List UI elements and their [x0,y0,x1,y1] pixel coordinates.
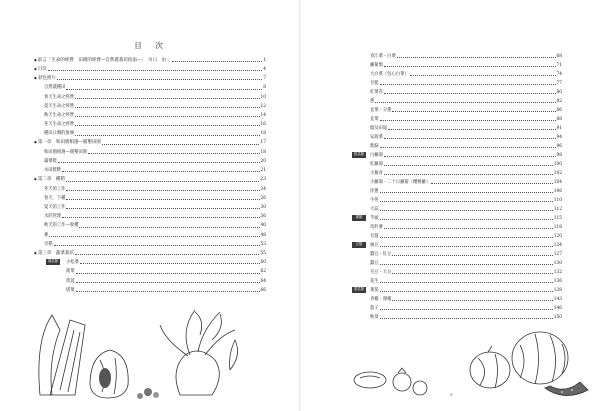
toc-entry [370,232,562,239]
toc-entry [44,194,266,201]
toc-entry-label: 麥 [44,232,49,238]
toc-entry-label: 青椒・甜椒 [370,296,392,302]
toc-entry-label: 夏天生命之經營 [44,103,75,109]
toc-entry-page: 24 [260,186,266,192]
toc-entry [44,111,266,118]
toc-entry [44,240,266,247]
toc-entry [370,79,562,86]
toc-entry-label: 小蕪青 [370,170,383,176]
toc-entry-page: 86 [556,107,562,113]
toc-entry [370,133,562,140]
dot-leader [380,246,553,247]
dot-leader [66,208,259,209]
toc-entry-page: 136 [553,278,562,284]
dot-leader [76,291,260,292]
dot-leader [392,273,552,274]
toc-entry [370,268,562,275]
toc-entry-label: ◆ 第三章 蔬菜栽培 [34,252,74,257]
dot-leader [384,165,553,166]
toc-entry [44,222,266,229]
toc-entry-page: 16 [260,122,266,128]
toc-entry-label: 甘藍 [370,80,379,86]
dot-leader [380,291,553,292]
dot-leader [75,116,259,117]
dot-leader [66,190,259,191]
toc-entry-page: 17 [260,140,266,146]
toc-entry [34,74,266,81]
toc-entry-page: 106 [553,188,562,194]
toc-entry-page: 127 [553,251,562,257]
toc-entry-page: 115 [553,215,562,221]
toc-entry [370,241,562,248]
dot-leader [380,201,553,202]
toc-entry-label: 菠菜 [66,269,75,275]
toc-entry-page: 130 [553,260,562,266]
toc-entry-page: 40 [260,223,266,229]
toc-entry [44,130,266,137]
category-tag: 豆類 [352,242,366,248]
toc-entry-page: 7 [263,75,266,81]
toc-entry [370,160,562,167]
toc-entry [370,259,562,266]
toc-entry-label: 種田日曆的推廣 [44,131,75,137]
toc-entry-label: 安菠菜 [370,134,383,140]
dot-leader [392,111,555,112]
toc-entry-label: 和田園相遇—開墾田園 [44,149,87,155]
toc-entry [370,61,562,68]
dot-leader [375,102,555,103]
toc-entry-label: 茼蒿 [66,278,75,284]
toc-entry [370,187,562,194]
toc-entry-label: 馬鈴薯 [370,224,383,230]
toc-entry-page: 124 [553,242,562,248]
toc-entry-page: 110 [553,197,562,203]
dot-leader [380,84,556,85]
dot-leader [388,129,555,130]
toc-entry [370,97,562,104]
toc-entry [44,203,266,210]
toc-entry-page: 94 [556,134,562,140]
dot-leader [384,174,553,175]
dot-leader [75,98,259,99]
toc-entry [34,56,266,63]
toc-entry [370,88,562,95]
toc-entry-label: 蘿蔔類 [370,62,383,68]
dot-leader [79,227,259,228]
page-title: 目 次 [134,41,166,50]
toc-entry-label: 蠶豆・紅豆 [370,251,392,257]
toc-entry-label: 毛豆・大豆 [370,269,392,275]
toc-entry-page: 100 [553,161,562,167]
dot-leader [54,245,260,246]
toc-entry-page: 10 [260,94,266,100]
dot-leader [75,135,259,136]
toc-entry [370,214,562,221]
right-page [300,0,600,411]
toc-entry-page: 80 [556,89,562,95]
toc-entry-page: 53 [260,241,266,247]
vegetable-sketch-left-icon [30,300,250,400]
toc-entry-page: 1 [263,57,266,63]
toc-entry-page: 55 [260,250,266,256]
toc-entry [370,169,562,176]
dot-leader [380,219,553,220]
toc-entry-page: 68 [556,53,562,59]
dot-leader [392,255,552,256]
toc-entry-page: 77 [556,80,562,86]
toc-entry [44,231,266,238]
toc-entry-label: 番茄 [370,287,379,293]
dot-leader [172,61,262,62]
toc-entry-label: 紅菜苔 [370,89,383,95]
toc-entry [370,295,562,302]
toc-entry-page: 112 [553,206,562,212]
dot-leader [384,93,556,94]
toc-entry [370,223,562,230]
toc-entry-label: 夏天的工作 [44,204,66,210]
toc-entry-page: 104 [553,179,562,185]
toc-entry [34,249,266,256]
toc-entry [66,268,266,275]
dot-leader [380,264,553,265]
toc-entry-page: 150 [553,314,562,320]
dot-leader [66,181,259,182]
toc-entry [44,157,266,164]
toc-entry-label: ◆ 第一章 和田園相遇—開墾田園 [34,141,101,146]
dot-leader [66,89,262,90]
toc-entry-label: 旱稻 [44,241,53,247]
dot-leader [76,282,260,283]
toc-entry-label: 秋天生命之經營 [44,112,75,118]
toc-entry-page: 143 [553,296,562,302]
toc-entry-label: 花生 [370,278,379,284]
toc-entry [370,106,562,113]
toc-entry [44,212,266,219]
toc-entry [66,277,266,284]
toc-entry-page: 120 [553,233,562,239]
toc-entry [44,84,266,91]
toc-entry-page: 88 [556,116,562,122]
dot-leader [76,273,260,274]
dot-leader [384,156,556,157]
dot-leader [48,70,262,71]
toc-entry-page: 36 [260,214,266,220]
dot-leader [384,228,553,229]
toc-entry-page: 82 [556,98,562,104]
dot-leader [384,66,556,67]
toc-entry [370,178,562,185]
dot-leader [49,236,259,237]
toc-entry [44,102,266,109]
toc-entry-label: 紫蘇 [370,143,379,149]
toc-entry-label: 紅蘿蔔 [370,161,383,167]
vegetable-sketch-right-icon [350,310,590,405]
dot-leader [102,144,259,145]
toc-entry-page: 18 [260,149,266,155]
toc-entry-label: 燒及田鼠 [370,125,388,131]
toc-entry-page: 8 [263,85,266,91]
toc-entry [370,286,562,293]
dot-leader [410,75,556,76]
toc-entry-label: 蠶豆 [370,260,379,266]
toc-entry-page: 26 [260,195,266,201]
toc-entry-label: 豌豆 [370,242,379,248]
dot-leader [62,171,259,172]
category-tag: 根菜類 [353,152,365,156]
toc-entry [66,258,266,265]
toc-entry-label: 築菜畦 [44,158,57,164]
toc-entry-label: ◆ 第二章 種稻 [34,178,65,183]
toc-entry [370,70,562,77]
toc-entry-label: 小蘿蔔・二十日蘿蔔（櫻桃蘿） [370,179,431,185]
dot-leader [397,57,556,58]
toc-entry-label: 甘藷 [370,233,379,239]
toc-entry-page: 4 [263,66,266,72]
toc-entry-label: 水的管理 [44,214,62,220]
dot-leader [384,138,556,139]
toc-entry-page: 20 [260,158,266,164]
dot-leader [57,79,262,80]
toc-entry-label: 大蒜 [370,206,379,212]
toc-entry-label: 冬天的工作 [44,186,66,192]
toc-entry-label: 洋蔥 [370,188,379,194]
toc-entry-label: 韭菜 [370,116,379,122]
toc-entry-label: 春天生命之經營 [44,94,75,100]
toc-entry-label: 芋頭 [370,215,379,221]
toc-entry-label: 蔥 [370,98,375,104]
toc-entry [44,148,266,155]
category-tag: 薯類 [352,215,366,221]
dot-leader [66,199,259,200]
toc-entry-label: 小松菜 [66,260,79,266]
toc-entry-page: 66 [260,287,266,293]
dot-leader [431,183,553,184]
toc-entry-label: 冬天生命之經營 [44,122,75,128]
toc-entry [44,185,266,192]
toc-entry-page: 98 [556,152,562,158]
dot-leader [380,237,553,238]
toc-entry-page: 96 [556,143,562,149]
toc-entry-label: 牛蒡 [370,197,379,203]
toc-entry-page: 12 [260,103,266,109]
toc-entry [370,277,562,284]
toc-entry-page: 102 [553,170,562,176]
toc-entry [370,52,562,59]
dot-leader [380,147,556,148]
toc-entry [44,166,266,173]
toc-entry-label: 秋葵 [370,314,379,320]
toc-entry [34,139,266,146]
toc-entry-label: 塔菜 [66,287,75,293]
toc-entry-label: ◆ 目次 [34,68,47,73]
toc-entry-label: 韭菜・分蔥 [370,107,392,113]
toc-entry-page: 91 [556,125,562,131]
toc-entry [370,205,562,212]
toc-entry-page: 64 [260,278,266,284]
toc-entry-page: 62 [260,269,266,275]
toc-entry [370,250,562,257]
toc-entry-page: 18 [260,131,266,137]
toc-entry [66,286,266,293]
toc-entry-label: ◆ 彩色照片 [34,77,56,82]
toc-entry-page: 138 [553,287,562,293]
toc-entry [34,176,266,183]
toc-entry [34,65,266,72]
toc-entry-page: 146 [553,305,562,311]
toc-entry-label: 秋天的工作—收穫 [44,223,79,229]
dot-leader [75,254,259,255]
dot-leader [380,120,556,121]
toc-entry-page: 14 [260,112,266,118]
toc-entry-page: 118 [553,224,562,230]
dot-leader [380,210,553,211]
toc-entry [370,124,562,131]
toc-entry [370,115,562,122]
dot-leader [75,125,259,126]
toc-entry [44,93,266,100]
toc-entry-label: 大白菜（包心白菜） [370,71,409,77]
dot-leader [58,162,260,163]
toc-entry-page: 48 [260,232,266,238]
page-number-right: 5 [450,392,453,397]
category-tag: 葉菜類 [47,259,59,264]
toc-entry [44,120,266,127]
toc-entry [370,142,562,149]
toc-entry-page: 30 [260,204,266,210]
toc-entry [370,196,562,203]
toc-entry-page: 60 [260,260,266,266]
toc-entry-label: 白蘿蔔 [370,152,383,158]
toc-entry-label: 春天、下種 [44,195,66,201]
dot-leader [62,217,259,218]
dot-leader [392,300,552,301]
toc-entry-label: 茄子 [370,305,379,311]
toc-entry-label: 水田畦畔 [44,168,62,174]
dot-leader [380,282,553,283]
toc-entry-label: 青江菜・白菜 [370,53,396,59]
dot-leader [80,263,260,264]
dot-leader [88,153,260,154]
dot-leader [75,107,259,108]
toc-entry-page: 23 [260,177,266,183]
toc-entry-page: 21 [260,168,266,174]
toc-entry [370,151,562,158]
dot-leader [380,192,553,193]
toc-entry-page: 74 [556,71,562,77]
toc-entry-page: 71 [556,62,562,68]
toc-entry-label: 自然農種田 [44,85,66,91]
category-tag: 果菜類 [353,287,365,291]
page-number-left: 4 [146,392,149,397]
toc-entry-page: 132 [553,269,562,275]
toc-entry-label: ◆ 前言「生命的經營 田園的經營—自然農栽培指南—」 川口 由一 [34,59,171,64]
